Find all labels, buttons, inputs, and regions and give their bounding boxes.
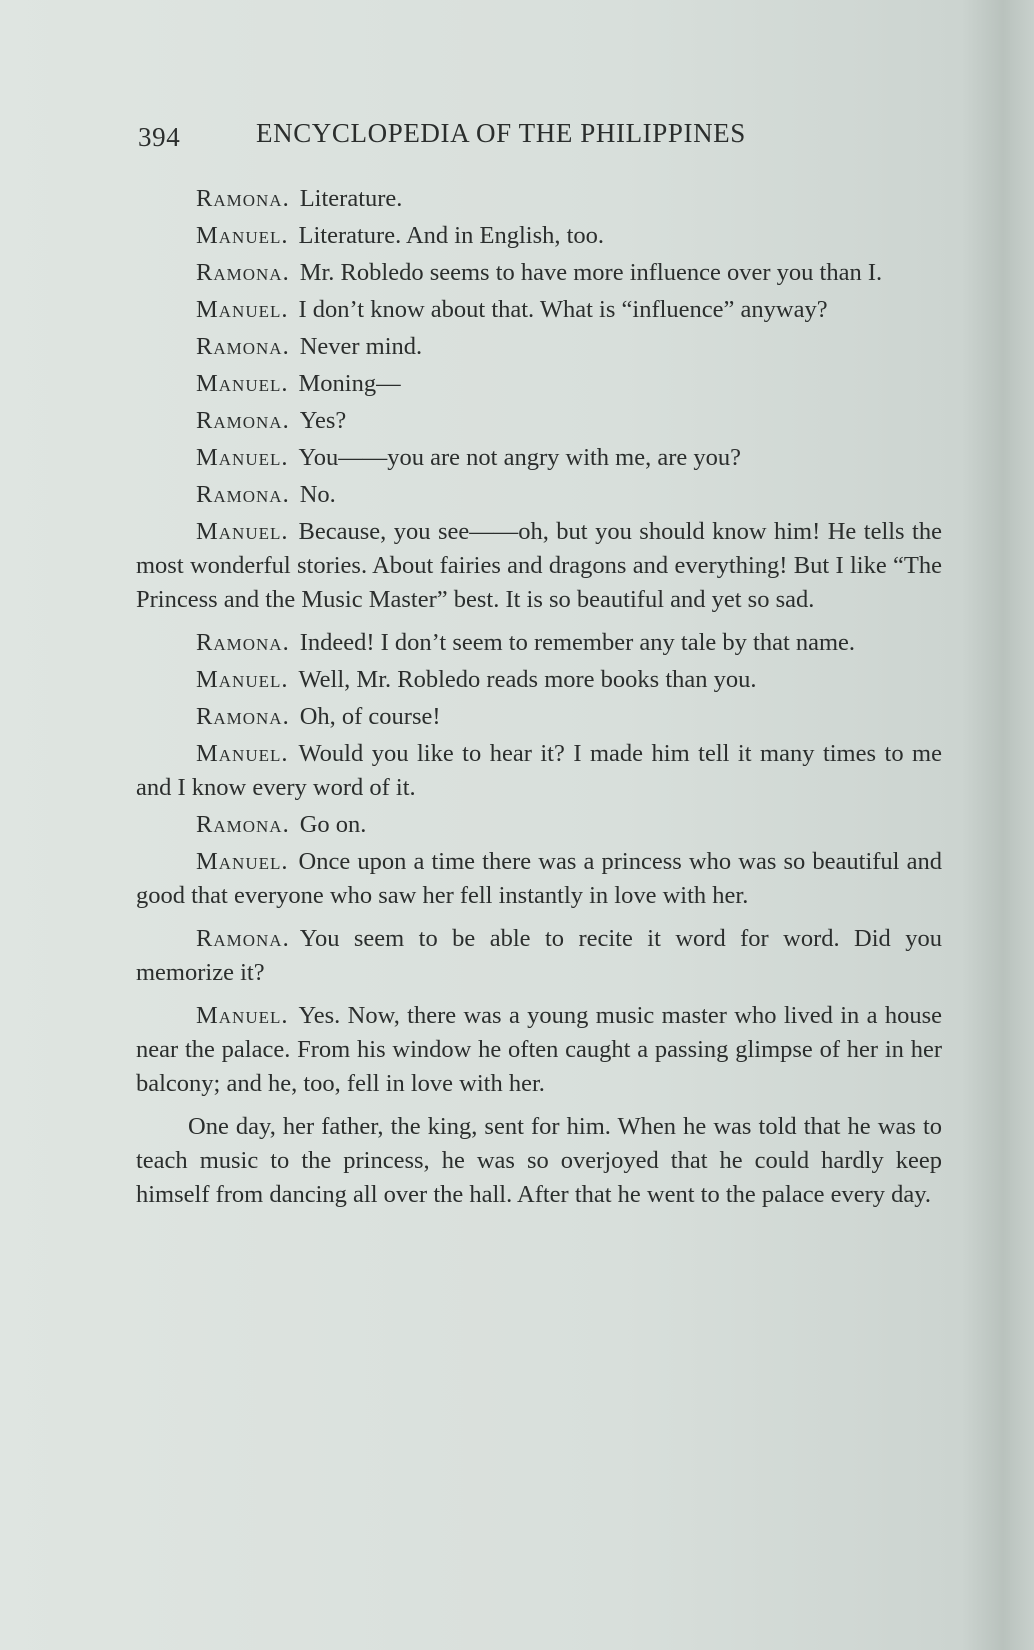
speaker-name: Manuel.: [196, 848, 289, 875]
dialogue-text: Would you like to hear it? I made him tell it many times to me and I know every word of it.: [136, 740, 942, 801]
dialogue-line: [136, 663, 942, 697]
speaker-name: Manuel.: [196, 296, 289, 323]
speaker-name: Manuel.: [196, 666, 289, 693]
dialogue-line: [136, 626, 942, 660]
speaker-name: Manuel.: [196, 1002, 289, 1029]
dialogue-text: Once upon a time there was a princess who was so beautiful and good that everyone who saw her fell instantly in love with her.: [136, 848, 942, 909]
dialogue-line: [136, 737, 942, 805]
speaker-name: Ramona.: [196, 629, 290, 656]
page-number: 394: [138, 122, 181, 152]
dialogue-line: [136, 293, 942, 327]
dialogue-text: Literature. And in English, too.: [298, 222, 605, 249]
dialogue-line: [136, 478, 942, 512]
dialogue-line: [136, 808, 942, 842]
speaker-name: Ramona.: [196, 481, 290, 508]
dialogue-text: Moning—: [298, 370, 401, 397]
dialogue-text: Mr. Robledo seems to have more influence over you than I.: [299, 259, 883, 286]
dialogue-text: Yes. Now, there was a young music master who lived in a house near the palace. From his window he often caught a passing glimpse of her in her balcony; and he, too, fell in love with her.: [136, 1002, 942, 1097]
dialogue-line: [136, 515, 942, 617]
speaker-name: Ramona.: [196, 407, 290, 434]
closing-paragraph: One day, her father, the king, sent for him. When he was told that he was to teach music to the princess, he was so overjoyed that he could hardly keep himself from dancing all over the hall. After that he went to the palace every day.: [136, 1113, 942, 1208]
dialogue-line: [136, 845, 942, 913]
speaker-name: Ramona.: [196, 333, 290, 360]
dialogue-line: [136, 922, 942, 990]
speaker-name: Manuel.: [196, 444, 289, 471]
dialogue-line: [136, 367, 942, 401]
dialogue-line: [136, 441, 942, 475]
dialogue-line: [136, 182, 942, 216]
dialogue-line: [136, 404, 942, 438]
dialogue-line: [136, 219, 942, 253]
dialogue-text: No.: [299, 481, 336, 508]
speaker-name: Ramona.: [196, 185, 290, 212]
dialogue-text: Oh, of course!: [299, 703, 441, 730]
dialogue-text: Literature.: [299, 185, 403, 212]
dialogue-text: Go on.: [299, 811, 367, 838]
page-header: [138, 118, 898, 158]
speaker-name: Manuel.: [196, 518, 289, 545]
speaker-name: Ramona.: [196, 259, 290, 286]
dialogue-text: Well, Mr. Robledo reads more books than you.: [298, 666, 757, 693]
dialogue-text: I don’t know about that. What is “influence” anyway?: [298, 296, 828, 323]
dialogue-text: Because, you see——oh, but you should know him! He tells the most wonderful stories. About fairies and dragons and everything! But I like “The Princess and the Music Master” best. It is so beautiful and yet so sad.: [136, 518, 942, 613]
speaker-name: Manuel.: [196, 370, 289, 397]
speaker-name: Manuel.: [196, 740, 289, 767]
running-title: ENCYCLOPEDIA OF THE PHILIPPINES: [256, 118, 746, 148]
dialogue-text: Yes?: [299, 407, 347, 434]
dialogue-line: [136, 256, 942, 290]
dialogue-text: You——you are not angry with me, are you?: [298, 444, 742, 471]
dialogue-text: Indeed! I don’t seem to remember any tale by that name.: [299, 629, 856, 656]
speaker-name: Ramona.: [196, 925, 290, 952]
speaker-name: Ramona.: [196, 811, 290, 838]
speaker-name: Manuel.: [196, 222, 289, 249]
dialogue-text: Never mind.: [299, 333, 423, 360]
dialogue-line: [136, 999, 942, 1101]
dialogue-text: You seem to be able to recite it word for word. Did you memorize it?: [136, 925, 942, 986]
speaker-name: Ramona.: [196, 703, 290, 730]
page-body: [136, 182, 942, 1212]
dialogue-line: [136, 330, 942, 364]
dialogue-line: [136, 700, 942, 734]
